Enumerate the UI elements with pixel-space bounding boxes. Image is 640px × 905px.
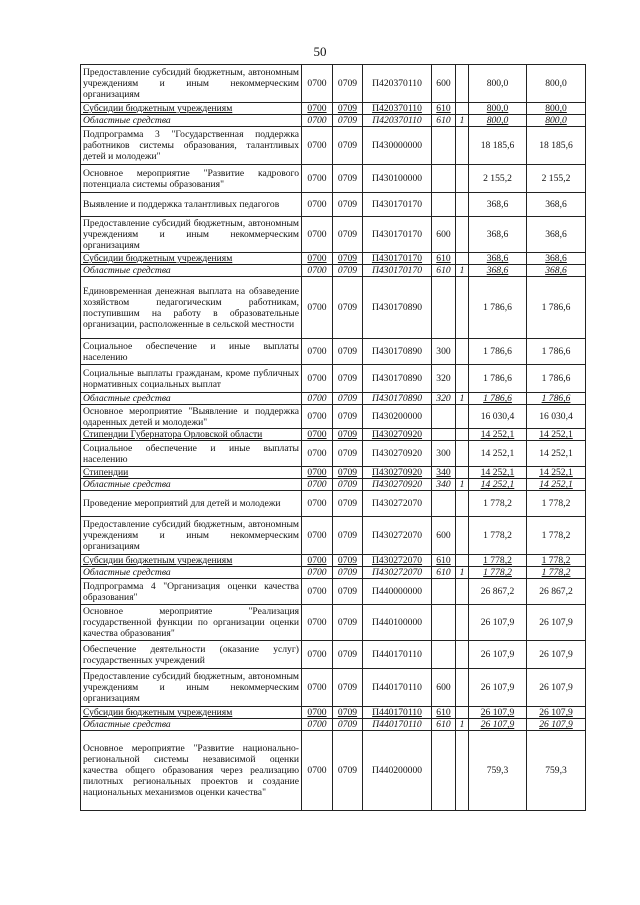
funding-source-cell (456, 65, 469, 103)
target-article-cell: П430272070 (363, 517, 432, 555)
amount-2-cell: 800,0 (527, 65, 586, 103)
funding-source-cell: 1 (456, 567, 469, 579)
table-row (81, 707, 586, 719)
funding-source-cell (456, 641, 469, 669)
target-article-cell: П430170890 (363, 339, 432, 365)
subsection-code-cell: 0709 (333, 567, 363, 579)
table-row (81, 491, 586, 517)
amount-2-cell: 368,6 (527, 253, 586, 265)
amount-1-cell: 368,6 (469, 193, 527, 217)
section-code-cell: 0700 (302, 669, 333, 707)
funding-source-cell (456, 277, 469, 339)
subsection-code-cell: 0709 (333, 165, 363, 193)
row-name-cell: Стипендии Губернатора Орловской области (81, 429, 302, 441)
target-article-cell: П430270920 (363, 467, 432, 479)
funding-source-cell (456, 441, 469, 467)
table-row (81, 669, 586, 707)
section-code-cell: 0700 (302, 115, 333, 127)
funding-source-cell: 1 (456, 393, 469, 405)
subsection-code-cell: 0709 (333, 365, 363, 393)
expense-type-cell: 300 (432, 339, 456, 365)
row-name-cell: Предоставление субсидий бюджетным, автономным учреждениям и иным некоммерческим организациям (81, 669, 302, 707)
section-code-cell: 0700 (302, 579, 333, 605)
amount-1-cell: 18 185,6 (469, 127, 527, 165)
amount-1-cell: 14 252,1 (469, 441, 527, 467)
target-article-cell: П430170170 (363, 253, 432, 265)
section-code-cell: 0700 (302, 217, 333, 253)
amount-1-cell: 368,6 (469, 253, 527, 265)
section-code-cell: 0700 (302, 605, 333, 641)
amount-2-cell: 368,6 (527, 217, 586, 253)
amount-1-cell: 1 778,2 (469, 491, 527, 517)
expense-type-cell (432, 405, 456, 429)
expense-type-cell (432, 731, 456, 811)
expense-type-cell: 600 (432, 517, 456, 555)
expense-type-cell (432, 491, 456, 517)
target-article-cell: П440200000 (363, 731, 432, 811)
target-article-cell: П430270920 (363, 441, 432, 467)
subsection-code-cell: 0709 (333, 707, 363, 719)
amount-2-cell: 1 778,2 (527, 491, 586, 517)
amount-2-cell: 14 252,1 (527, 467, 586, 479)
table-row (81, 127, 586, 165)
section-code-cell: 0700 (302, 429, 333, 441)
amount-1-cell: 800,0 (469, 65, 527, 103)
page-number: 50 (313, 44, 327, 59)
target-article-cell: П430272070 (363, 567, 432, 579)
subsection-code-cell: 0709 (333, 265, 363, 277)
table-row (81, 467, 586, 479)
row-name-cell: Единовременная денежная выплата на обзаведение хозяйством педагогическим работникам, поступившим на работу в образовательные организации, расположенные в сельской местности (81, 277, 302, 339)
funding-source-cell (456, 165, 469, 193)
amount-2-cell: 1 786,6 (527, 393, 586, 405)
table-row (81, 641, 586, 669)
table-body (81, 65, 586, 811)
subsection-code-cell: 0709 (333, 579, 363, 605)
amount-2-cell: 800,0 (527, 103, 586, 115)
expense-type-cell: 610 (432, 719, 456, 731)
expense-type-cell (432, 579, 456, 605)
section-code-cell: 0700 (302, 127, 333, 165)
target-article-cell: П430170170 (363, 217, 432, 253)
row-name-cell: Основное мероприятие "Выявление и поддержка одаренных детей и молодежи" (81, 405, 302, 429)
table-row (81, 365, 586, 393)
amount-1-cell: 1 778,2 (469, 517, 527, 555)
subsection-code-cell: 0709 (333, 103, 363, 115)
amount-1-cell: 14 252,1 (469, 429, 527, 441)
amount-1-cell: 26 867,2 (469, 579, 527, 605)
expense-type-cell (432, 641, 456, 669)
expense-type-cell: 610 (432, 265, 456, 277)
amount-1-cell: 26 107,9 (469, 641, 527, 669)
funding-source-cell (456, 103, 469, 115)
funding-source-cell (456, 491, 469, 517)
amount-2-cell: 26 107,9 (527, 641, 586, 669)
section-code-cell: 0700 (302, 517, 333, 555)
row-name-cell: Областные средства (81, 719, 302, 731)
row-name-cell: Обеспечение деятельности (оказание услуг) государственных учреждений (81, 641, 302, 669)
subsection-code-cell: 0709 (333, 405, 363, 429)
table-row (81, 429, 586, 441)
funding-source-cell (456, 707, 469, 719)
amount-2-cell: 759,3 (527, 731, 586, 811)
amount-2-cell: 26 107,9 (527, 707, 586, 719)
target-article-cell: П430170890 (363, 277, 432, 339)
expense-type-cell: 610 (432, 253, 456, 265)
section-code-cell: 0700 (302, 165, 333, 193)
amount-2-cell: 14 252,1 (527, 429, 586, 441)
section-code-cell: 0700 (302, 405, 333, 429)
section-code-cell: 0700 (302, 277, 333, 339)
table-row (81, 555, 586, 567)
amount-1-cell: 1 786,6 (469, 365, 527, 393)
subsection-code-cell: 0709 (333, 193, 363, 217)
target-article-cell: П430170170 (363, 265, 432, 277)
table-row (81, 165, 586, 193)
amount-2-cell: 14 252,1 (527, 479, 586, 491)
table-row (81, 441, 586, 467)
target-article-cell: П430100000 (363, 165, 432, 193)
subsection-code-cell: 0709 (333, 731, 363, 811)
target-article-cell: П420370110 (363, 103, 432, 115)
row-name-cell: Предоставление субсидий бюджетным, автономным учреждениям и иным некоммерческим организациям (81, 517, 302, 555)
funding-source-cell (456, 669, 469, 707)
subsection-code-cell: 0709 (333, 393, 363, 405)
section-code-cell: 0700 (302, 707, 333, 719)
target-article-cell: П430200000 (363, 405, 432, 429)
row-name-cell: Социальное обеспечение и иные выплаты населению (81, 339, 302, 365)
expense-type-cell: 600 (432, 65, 456, 103)
table-row (81, 517, 586, 555)
subsection-code-cell: 0709 (333, 555, 363, 567)
amount-2-cell: 368,6 (527, 193, 586, 217)
amount-2-cell: 1 778,2 (527, 567, 586, 579)
row-name-cell: Основное мероприятие "Развитие кадрового потенциала системы образования" (81, 165, 302, 193)
table-row (81, 605, 586, 641)
row-name-cell: Субсидии бюджетным учреждениям (81, 555, 302, 567)
amount-2-cell: 1 778,2 (527, 517, 586, 555)
target-article-cell: П440170110 (363, 641, 432, 669)
table-row (81, 731, 586, 811)
target-article-cell: П440000000 (363, 579, 432, 605)
row-name-cell: Областные средства (81, 393, 302, 405)
subsection-code-cell: 0709 (333, 669, 363, 707)
amount-1-cell: 368,6 (469, 265, 527, 277)
section-code-cell: 0700 (302, 479, 333, 491)
section-code-cell: 0700 (302, 339, 333, 365)
amount-1-cell: 2 155,2 (469, 165, 527, 193)
target-article-cell: П440170110 (363, 707, 432, 719)
funding-source-cell (456, 517, 469, 555)
subsection-code-cell: 0709 (333, 127, 363, 165)
subsection-code-cell: 0709 (333, 517, 363, 555)
subsection-code-cell: 0709 (333, 719, 363, 731)
table-row (81, 265, 586, 277)
section-code-cell: 0700 (302, 641, 333, 669)
table-row (81, 115, 586, 127)
funding-source-cell (456, 405, 469, 429)
subsection-code-cell: 0709 (333, 605, 363, 641)
target-article-cell: П430170170 (363, 193, 432, 217)
expense-type-cell: 600 (432, 669, 456, 707)
amount-1-cell: 14 252,1 (469, 467, 527, 479)
expense-type-cell (432, 127, 456, 165)
row-name-cell: Подпрограмма 4 "Организация оценки качества образования" (81, 579, 302, 605)
funding-source-cell (456, 429, 469, 441)
funding-source-cell: 1 (456, 719, 469, 731)
amount-1-cell: 26 107,9 (469, 719, 527, 731)
subsection-code-cell: 0709 (333, 115, 363, 127)
target-article-cell: П440170110 (363, 669, 432, 707)
subsection-code-cell: 0709 (333, 339, 363, 365)
target-article-cell: П430170890 (363, 393, 432, 405)
target-article-cell: П440100000 (363, 605, 432, 641)
expense-type-cell: 610 (432, 115, 456, 127)
amount-2-cell: 16 030,4 (527, 405, 586, 429)
section-code-cell: 0700 (302, 731, 333, 811)
expense-type-cell: 610 (432, 567, 456, 579)
amount-1-cell: 800,0 (469, 115, 527, 127)
expense-type-cell: 610 (432, 555, 456, 567)
amount-1-cell: 800,0 (469, 103, 527, 115)
section-code-cell: 0700 (302, 65, 333, 103)
amount-2-cell: 26 107,9 (527, 719, 586, 731)
target-article-cell: П430272070 (363, 555, 432, 567)
table-row (81, 277, 586, 339)
row-name-cell: Областные средства (81, 567, 302, 579)
table-row (81, 65, 586, 103)
amount-2-cell: 1 786,6 (527, 277, 586, 339)
table-row (81, 405, 586, 429)
expense-type-cell: 600 (432, 217, 456, 253)
row-name-cell: Областные средства (81, 265, 302, 277)
amount-2-cell: 1 786,6 (527, 339, 586, 365)
row-name-cell: Подпрограмма 3 "Государственная поддержка работников системы образования, талантливых детей и молодежи" (81, 127, 302, 165)
funding-source-cell (456, 365, 469, 393)
row-name-cell: Основное мероприятие "Реализация государственной функции по организации оценки качества образования" (81, 605, 302, 641)
funding-source-cell (456, 253, 469, 265)
expense-type-cell: 320 (432, 365, 456, 393)
table-row (81, 567, 586, 579)
table-row (81, 479, 586, 491)
funding-source-cell: 1 (456, 479, 469, 491)
section-code-cell: 0700 (302, 441, 333, 467)
expense-type-cell (432, 277, 456, 339)
amount-2-cell: 800,0 (527, 115, 586, 127)
table-row (81, 217, 586, 253)
target-article-cell: П420370110 (363, 65, 432, 103)
amount-1-cell: 1 786,6 (469, 339, 527, 365)
amount-2-cell: 18 185,6 (527, 127, 586, 165)
row-name-cell: Выявление и поддержка талантливых педагогов (81, 193, 302, 217)
amount-1-cell: 759,3 (469, 731, 527, 811)
funding-source-cell: 1 (456, 115, 469, 127)
amount-1-cell: 16 030,4 (469, 405, 527, 429)
section-code-cell: 0700 (302, 193, 333, 217)
expense-type-cell (432, 605, 456, 641)
target-article-cell: П430270920 (363, 429, 432, 441)
amount-2-cell: 26 867,2 (527, 579, 586, 605)
funding-source-cell (456, 467, 469, 479)
amount-2-cell: 14 252,1 (527, 441, 586, 467)
budget-table (80, 64, 586, 811)
section-code-cell: 0700 (302, 265, 333, 277)
subsection-code-cell: 0709 (333, 217, 363, 253)
row-name-cell: Предоставление субсидий бюджетным, автономным учреждениям и иным некоммерческим организациям (81, 217, 302, 253)
section-code-cell: 0700 (302, 365, 333, 393)
expense-type-cell: 610 (432, 103, 456, 115)
table-row (81, 393, 586, 405)
amount-1-cell: 26 107,9 (469, 605, 527, 641)
row-name-cell: Субсидии бюджетным учреждениям (81, 707, 302, 719)
section-code-cell: 0700 (302, 103, 333, 115)
amount-1-cell: 368,6 (469, 217, 527, 253)
funding-source-cell (456, 193, 469, 217)
row-name-cell: Предоставление субсидий бюджетным, автономным учреждениям и иным некоммерческим организациям (81, 65, 302, 103)
amount-2-cell: 26 107,9 (527, 669, 586, 707)
table-row (81, 193, 586, 217)
amount-1-cell: 1 778,2 (469, 567, 527, 579)
row-name-cell: Субсидии бюджетным учреждениям (81, 103, 302, 115)
amount-1-cell: 26 107,9 (469, 669, 527, 707)
section-code-cell: 0700 (302, 719, 333, 731)
amount-2-cell: 1 786,6 (527, 365, 586, 393)
subsection-code-cell: 0709 (333, 479, 363, 491)
subsection-code-cell: 0709 (333, 641, 363, 669)
funding-source-cell (456, 555, 469, 567)
target-article-cell: П430000000 (363, 127, 432, 165)
section-code-cell: 0700 (302, 555, 333, 567)
section-code-cell: 0700 (302, 253, 333, 265)
funding-source-cell (456, 579, 469, 605)
row-name-cell: Социальные выплаты гражданам, кроме публичных нормативных социальных выплат (81, 365, 302, 393)
expense-type-cell: 300 (432, 441, 456, 467)
amount-1-cell: 26 107,9 (469, 707, 527, 719)
row-name-cell: Областные средства (81, 479, 302, 491)
row-name-cell: Проведение мероприятий для детей и молодежи (81, 491, 302, 517)
section-code-cell: 0700 (302, 467, 333, 479)
funding-source-cell (456, 605, 469, 641)
target-article-cell: П430270920 (363, 479, 432, 491)
amount-2-cell: 2 155,2 (527, 165, 586, 193)
amount-1-cell: 1 786,6 (469, 277, 527, 339)
subsection-code-cell: 0709 (333, 441, 363, 467)
row-name-cell: Стипендии (81, 467, 302, 479)
amount-2-cell: 368,6 (527, 265, 586, 277)
amount-1-cell: 1 786,6 (469, 393, 527, 405)
row-name-cell: Социальное обеспечение и иные выплаты населению (81, 441, 302, 467)
section-code-cell: 0700 (302, 393, 333, 405)
expense-type-cell: 610 (432, 707, 456, 719)
subsection-code-cell: 0709 (333, 429, 363, 441)
table-row (81, 253, 586, 265)
funding-source-cell (456, 339, 469, 365)
section-code-cell: 0700 (302, 491, 333, 517)
target-article-cell: П430272070 (363, 491, 432, 517)
row-name-cell: Основное мероприятие "Развитие национально-региональной системы независимой оценки качества общего образования через реализацию пилотных региональных проектов и создание национальных механизмов оценки качества" (81, 731, 302, 811)
funding-source-cell (456, 731, 469, 811)
table-row (81, 103, 586, 115)
expense-type-cell: 340 (432, 479, 456, 491)
target-article-cell: П430170890 (363, 365, 432, 393)
target-article-cell: П440170110 (363, 719, 432, 731)
expense-type-cell: 340 (432, 467, 456, 479)
expense-type-cell (432, 193, 456, 217)
table-row (81, 719, 586, 731)
funding-source-cell (456, 127, 469, 165)
section-code-cell: 0700 (302, 567, 333, 579)
amount-2-cell: 1 778,2 (527, 555, 586, 567)
amount-2-cell: 26 107,9 (527, 605, 586, 641)
expense-type-cell (432, 165, 456, 193)
funding-source-cell: 1 (456, 265, 469, 277)
expense-type-cell: 320 (432, 393, 456, 405)
subsection-code-cell: 0709 (333, 467, 363, 479)
subsection-code-cell: 0709 (333, 65, 363, 103)
subsection-code-cell: 0709 (333, 253, 363, 265)
amount-1-cell: 14 252,1 (469, 479, 527, 491)
row-name-cell: Субсидии бюджетным учреждениям (81, 253, 302, 265)
expense-type-cell (432, 429, 456, 441)
target-article-cell: П420370110 (363, 115, 432, 127)
row-name-cell: Областные средства (81, 115, 302, 127)
table-row (81, 579, 586, 605)
amount-1-cell: 1 778,2 (469, 555, 527, 567)
table-row (81, 339, 586, 365)
funding-source-cell (456, 217, 469, 253)
subsection-code-cell: 0709 (333, 491, 363, 517)
subsection-code-cell: 0709 (333, 277, 363, 339)
